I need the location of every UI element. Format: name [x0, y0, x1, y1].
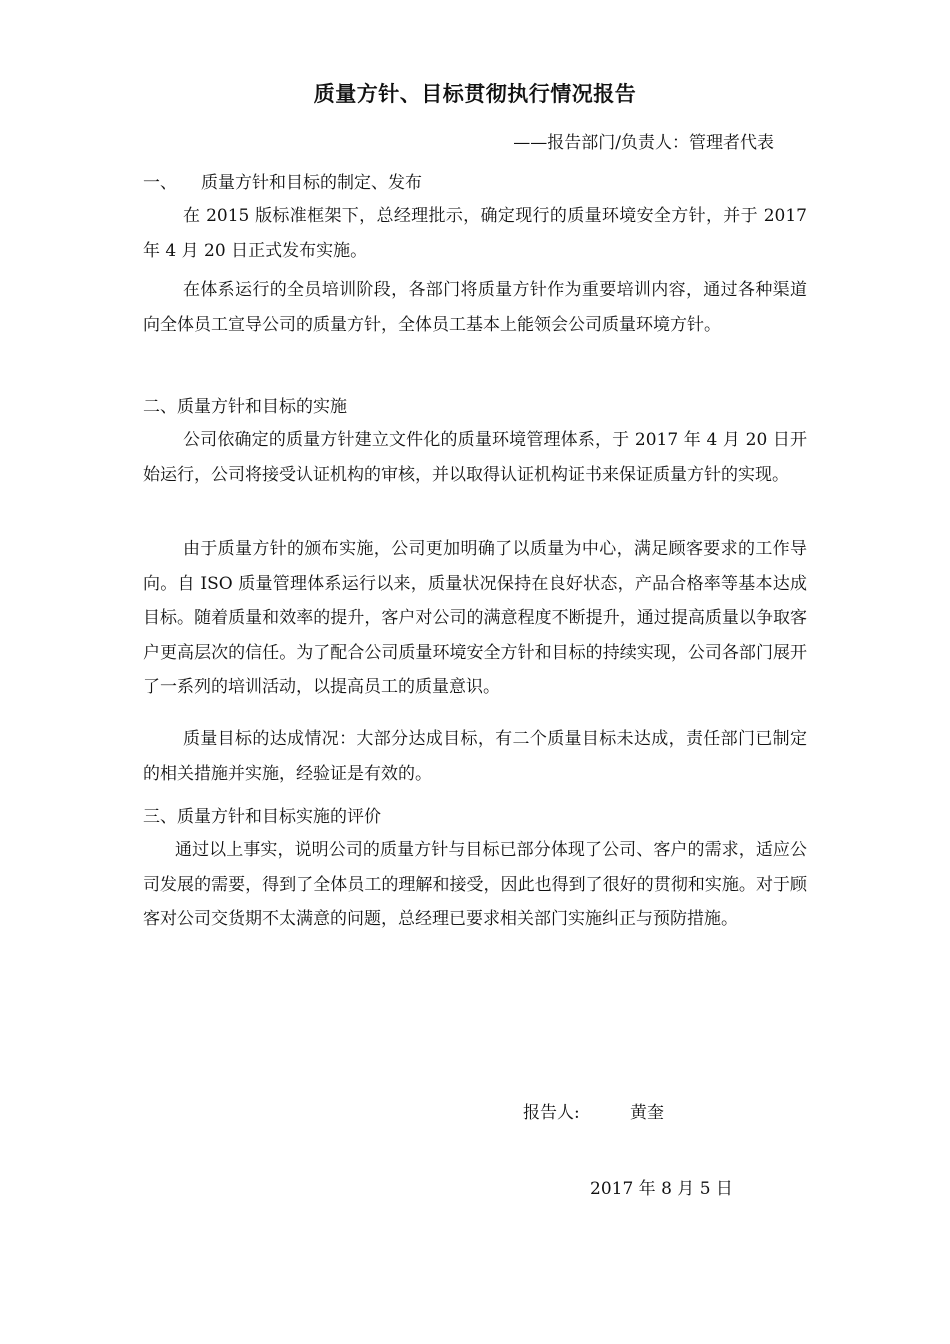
paragraph-3-1: 通过以上事实，说明公司的质量方针与目标已部分体现了公司、客户的需求，适应公司发展的需要，得到了全体员工的理解和接受，因此也得到了很好的贯彻和实施。对于顾客对公司交货期不太满意的问题，总经理已要求相关部门实施纠正与预防措施。 [143, 840, 807, 929]
paragraph-1-1: 在 2015 版标准框架下，总经理批示，确定现行的质量环境安全方针，并于 2017 年 4 月 20 日正式发布实施。 [143, 206, 807, 261]
report-department: ——报告部门/负责人：管理者代表 [513, 133, 774, 153]
reporter-name: 黄奎 [630, 1103, 664, 1123]
document-title: 质量方针、目标贯彻执行情况报告 [313, 82, 637, 106]
section-title-1: 质量方针和目标的制定、发布 [201, 173, 422, 193]
section-heading-2: 二、质量方针和目标的实施 [143, 397, 347, 417]
section-number-1: 一、 [143, 173, 177, 193]
paragraph-2-1: 公司依确定的质量方针建立文件化的质量环境管理体系，于 2017 年 4 月 20 日开始运行，公司将接受认证机构的审核，并以取得认证机构证书来保证质量方针的实现。 [143, 430, 807, 485]
section-heading-3: 三、质量方针和目标实施的评价 [143, 807, 381, 827]
reporter-label: 报告人: [523, 1103, 580, 1123]
report-date: 2017 年 8 月 5 日 [590, 1179, 733, 1199]
paragraph-2-2: 由于质量方针的颁布实施，公司更加明确了以质量为中心，满足顾客要求的工作导向。自 ISO 质量管理体系运行以来，质量状况保持在良好状态，产品合格率等基本达成目标。随着质量和效率的提升，客户对公司的满意程度不断提升，通过提高质量以争取客户更高层次的信任。为了配合公司质量环境安全方针和目标的持续实现，公司各部门展开了一系列的培训活动，以提高员工的质量意识。 [143, 539, 807, 697]
paragraph-1-2: 在体系运行的全员培训阶段，各部门将质量方针作为重要培训内容，通过各种渠道向全体员工宣导公司的质量方针，全体员工基本上能领会公司质量环境方针。 [143, 280, 807, 335]
paragraph-2-3: 质量目标的达成情况：大部分达成目标，有二个质量目标未达成，责任部门已制定的相关措施并实施，经验证是有效的。 [143, 729, 807, 784]
section-heading-1 [143, 168, 422, 193]
